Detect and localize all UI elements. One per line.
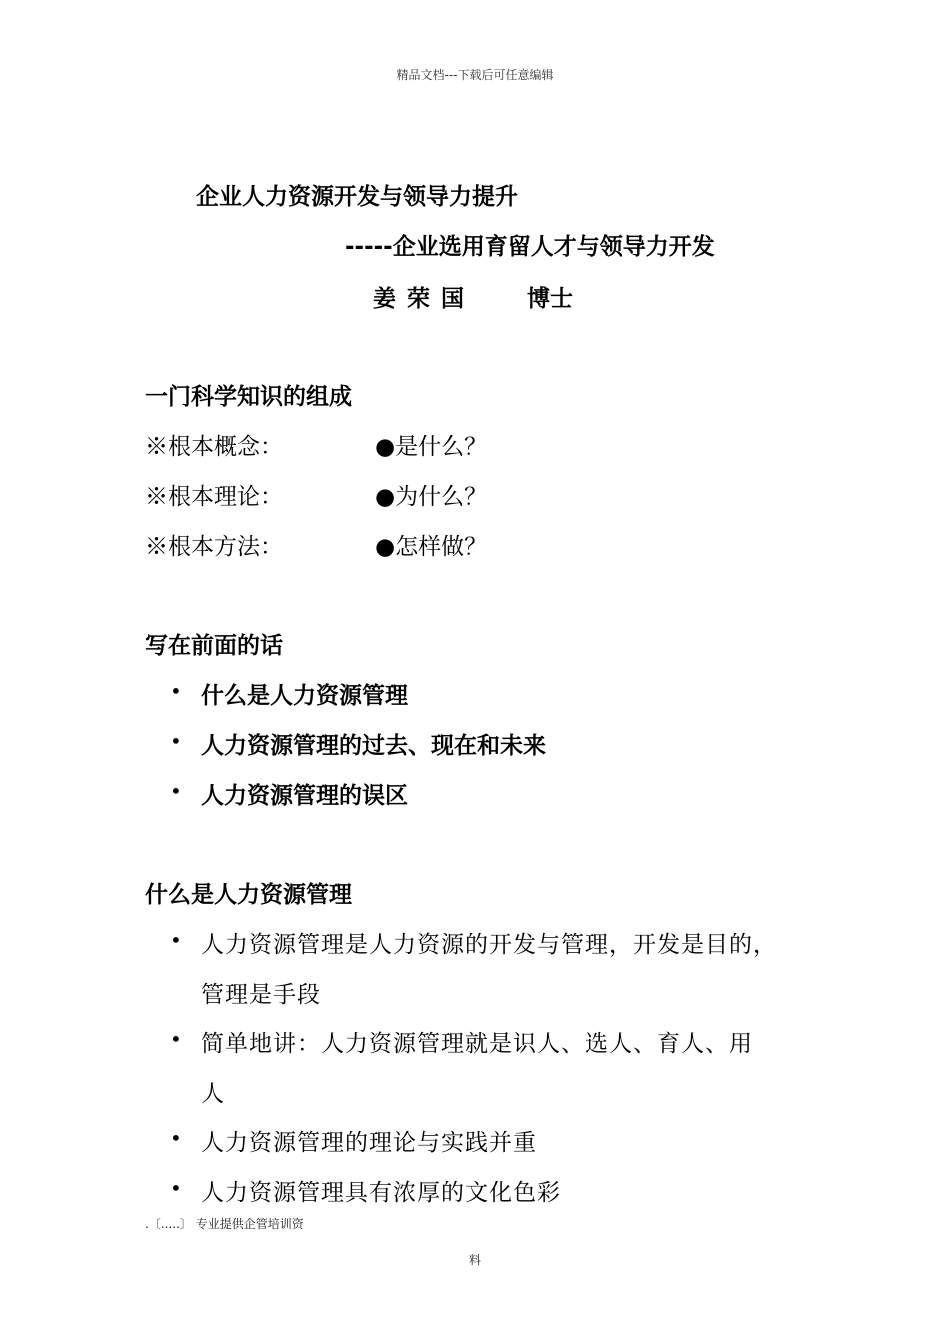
- author-degree: 博士: [527, 286, 573, 312]
- bullet-marker: •: [170, 1126, 182, 1150]
- bullet-marker: •: [170, 779, 182, 803]
- hrm-item-line: 人力资源管理的理论与实践并重: [201, 1130, 537, 1156]
- section-heading-preface: 写在前面的话: [145, 633, 283, 659]
- hrm-item-line: 人力资源管理是人力资源的开发与管理，开发是目的，: [201, 932, 777, 958]
- hrm-item-line: 人力资源管理具有浓厚的文化色彩: [201, 1180, 561, 1206]
- bullet-marker: •: [170, 679, 182, 703]
- concept-label: ※根本概念：: [145, 434, 283, 460]
- method-label: ※根本方法：: [145, 534, 283, 560]
- bullet-marker: •: [170, 729, 182, 753]
- concept-value: ●是什么？: [375, 434, 488, 460]
- page-footer-text: 料: [468, 1253, 481, 1267]
- theory-label: ※根本理论：: [145, 484, 283, 510]
- author-name: 姜荣国: [373, 286, 475, 312]
- preface-item: 人力资源管理的过去、现在和未来: [201, 733, 546, 759]
- hrm-item-line: 简单地讲：人力资源管理就是识人、选人、育人、用: [201, 1031, 753, 1057]
- document-subtitle: -----企业选用育留人才与领导力开发: [345, 234, 715, 260]
- bullet-marker: •: [170, 1176, 182, 1200]
- bullet-marker: •: [170, 1027, 182, 1051]
- bullet-marker: •: [170, 928, 182, 952]
- section-heading-hrm: 什么是人力资源管理: [145, 882, 352, 908]
- preface-item: 人力资源管理的误区: [201, 783, 408, 809]
- document-title: 企业人力资源开发与领导力提升: [196, 184, 518, 210]
- page-footer-note: .〔.....〕 专业提供企管培训资: [145, 1217, 304, 1231]
- theory-value: ●为什么？: [375, 484, 488, 510]
- method-value: ●怎样做？: [375, 534, 488, 560]
- page-header-note: 精品文档---下载后可任意编辑: [396, 68, 554, 82]
- hrm-item-line: 人: [201, 1081, 225, 1107]
- hrm-item-line: 管理是手段: [201, 982, 321, 1008]
- preface-item: 什么是人力资源管理: [201, 683, 408, 709]
- section-heading-knowledge: 一门科学知识的组成: [145, 384, 352, 410]
